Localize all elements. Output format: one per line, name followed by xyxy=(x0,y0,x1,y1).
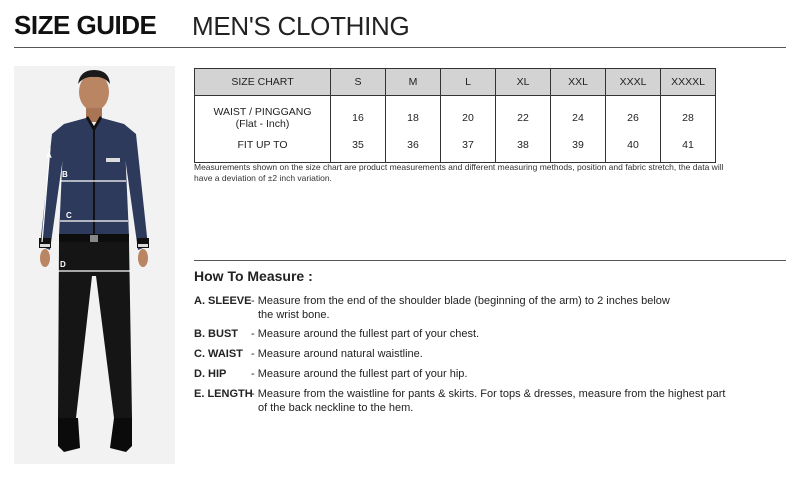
measure-desc: - Measure from the end of the shoulder blade (beginning of the arm) to 2 inches below xyxy=(251,295,670,307)
measure-desc: - Measure from the waistline for pants & skirts. For tops & dresses, measure from the highest part xyxy=(251,388,726,400)
waist-value: 18 xyxy=(386,96,441,132)
size-col-header: M xyxy=(386,69,441,96)
header-divider xyxy=(14,47,786,48)
measure-desc-cont: of the back neckline to the hem. xyxy=(258,402,414,414)
fit-value: 40 xyxy=(606,131,661,163)
measure-term: A. SLEEVE xyxy=(194,295,252,307)
fit-value: 36 xyxy=(386,131,441,163)
label-b: B xyxy=(62,170,68,179)
waist-label-line1: WAIST / PINGGANG xyxy=(213,105,312,118)
size-col-header: XXXL xyxy=(606,69,661,96)
measure-term: D. HIP xyxy=(194,368,227,380)
model-photo xyxy=(14,66,175,464)
size-chart-corner: SIZE CHART xyxy=(195,69,331,96)
how-to-measure-title: How To Measure : xyxy=(194,268,313,284)
size-col-header: XXXXL xyxy=(661,69,716,96)
page-title: SIZE GUIDE xyxy=(14,10,157,40)
page-subtitle: MEN'S CLOTHING xyxy=(192,11,410,41)
label-a: A xyxy=(46,151,52,160)
model-figure xyxy=(14,66,175,464)
label-d: D xyxy=(60,260,66,269)
size-chart-table xyxy=(194,68,716,163)
measure-term: B. BUST xyxy=(194,328,238,340)
size-header-row xyxy=(195,69,716,96)
measure-desc-cont: the wrist bone. xyxy=(258,309,330,321)
label-c: C xyxy=(66,211,72,220)
table-row-fit xyxy=(195,131,716,163)
measure-term: C. WAIST xyxy=(194,348,243,360)
header xyxy=(14,10,786,42)
waist-label xyxy=(195,96,331,132)
model-left-hand xyxy=(40,249,50,267)
measure-desc: - Measure around the fullest part of your hip. xyxy=(251,368,468,380)
waist-value: 28 xyxy=(661,96,716,132)
waist-value: 24 xyxy=(551,96,606,132)
model-left-shoe xyxy=(58,418,80,452)
model-pocket-trim xyxy=(106,158,120,162)
fit-value: 39 xyxy=(551,131,606,163)
size-col-header: S xyxy=(331,69,386,96)
waist-label-line2: (Flat - Inch) xyxy=(235,117,290,130)
waist-value: 26 xyxy=(606,96,661,132)
section-divider xyxy=(194,260,786,261)
measure-desc: - Measure around natural waistline. xyxy=(251,348,423,360)
waist-value: 22 xyxy=(496,96,551,132)
fit-value: 35 xyxy=(331,131,386,163)
size-col-header: XL xyxy=(496,69,551,96)
size-col-header: XXL xyxy=(551,69,606,96)
table-row-waist xyxy=(195,96,716,132)
measure-desc: - Measure around the fullest part of your chest. xyxy=(251,328,480,340)
size-col-header: L xyxy=(441,69,496,96)
measure-term: E. LENGTH xyxy=(194,388,253,400)
model-right-hand xyxy=(138,249,148,267)
fit-value: 41 xyxy=(661,131,716,163)
fit-value: 38 xyxy=(496,131,551,163)
fit-value: 37 xyxy=(441,131,496,163)
waist-value: 20 xyxy=(441,96,496,132)
measurement-note: Measurements shown on the size chart are product measurements and different measuring methods, position and fabric stretch, the data will have a deviation of ±2 inch variation. xyxy=(194,162,724,183)
model-pants xyxy=(58,242,132,418)
model-right-shoe xyxy=(110,418,132,452)
fit-label: FIT UP TO xyxy=(195,131,331,163)
waist-value: 16 xyxy=(331,96,386,132)
